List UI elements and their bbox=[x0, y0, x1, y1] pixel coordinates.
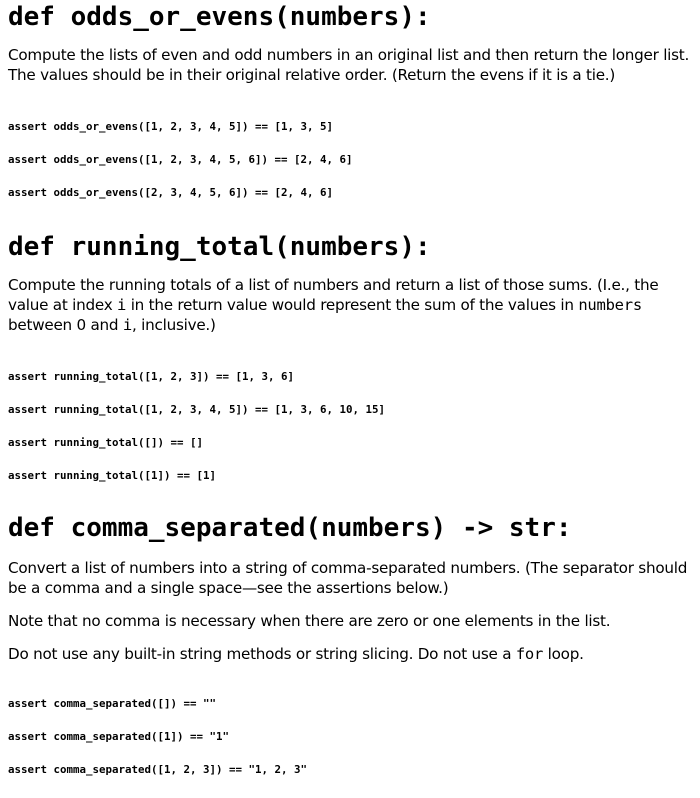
inline-code: i bbox=[117, 296, 127, 314]
assertion-line: assert odds_or_evens([2, 3, 4, 5, 6]) == [2, 4, 6] bbox=[8, 186, 334, 199]
function-heading: def running_total(numbers): bbox=[8, 232, 431, 262]
restriction-text: loop. bbox=[543, 645, 584, 663]
assertion-line: assert comma_separated([]) == "" bbox=[8, 697, 217, 710]
assertion-line: assert running_total([]) == [] bbox=[8, 436, 204, 449]
assertion-line: assert odds_or_evens([1, 2, 3, 4, 5, 6]) == [2, 4, 6] bbox=[8, 153, 353, 166]
function-description: Convert a list of numbers into a string of comma-separated numbers. (The separator should be a comma and a single space—see the assertions below.) bbox=[8, 559, 688, 597]
assertion-line: assert odds_or_evens([1, 2, 3, 4, 5]) == [1, 3, 5] bbox=[8, 120, 334, 133]
description-text: between 0 and bbox=[8, 316, 123, 334]
section-running-total bbox=[8, 230, 690, 503]
assertion-block bbox=[8, 99, 690, 220]
inline-code: for bbox=[515, 645, 544, 663]
section-odds-or-evens bbox=[8, 0, 690, 220]
function-description bbox=[8, 275, 690, 335]
function-heading: def odds_or_evens(numbers): bbox=[8, 2, 431, 32]
assertion-line: assert comma_separated([1, 2, 3]) == "1, 2, 3" bbox=[8, 763, 308, 776]
function-note: Note that no comma is necessary when there are zero or one elements in the list. bbox=[8, 612, 611, 630]
section-comma-separated bbox=[8, 511, 690, 797]
description-text: Compute the running totals of a list of numbers and return a list of those sums. (I.e., the value at index bbox=[8, 276, 659, 314]
assertion-line: assert comma_separated([1]) == "1" bbox=[8, 730, 230, 743]
function-heading: def comma_separated(numbers) -> str: bbox=[8, 513, 572, 543]
assertion-line: assert running_total([1]) == [1] bbox=[8, 469, 217, 482]
assertion-block bbox=[8, 676, 690, 797]
inline-code: numbers bbox=[578, 296, 642, 314]
assertion-block bbox=[8, 349, 690, 503]
function-restriction bbox=[8, 644, 690, 664]
assertion-line: assert running_total([1, 2, 3, 4, 5]) == [1, 3, 6, 10, 15] bbox=[8, 403, 386, 416]
assertion-line: assert running_total([1, 2, 3]) == [1, 3, 6] bbox=[8, 370, 295, 383]
function-description: Compute the lists of even and odd numbers in an original list and then return the longer list. The values should be in their original relative order. (Return the evens if it is a tie.) bbox=[8, 46, 690, 84]
restriction-text: Do not use any built-in string methods or string slicing. Do not use a bbox=[8, 645, 516, 663]
description-text: in the return value would represent the sum of the values in bbox=[126, 296, 579, 314]
inline-code: i bbox=[122, 316, 132, 334]
description-text: , inclusive.) bbox=[132, 316, 216, 334]
